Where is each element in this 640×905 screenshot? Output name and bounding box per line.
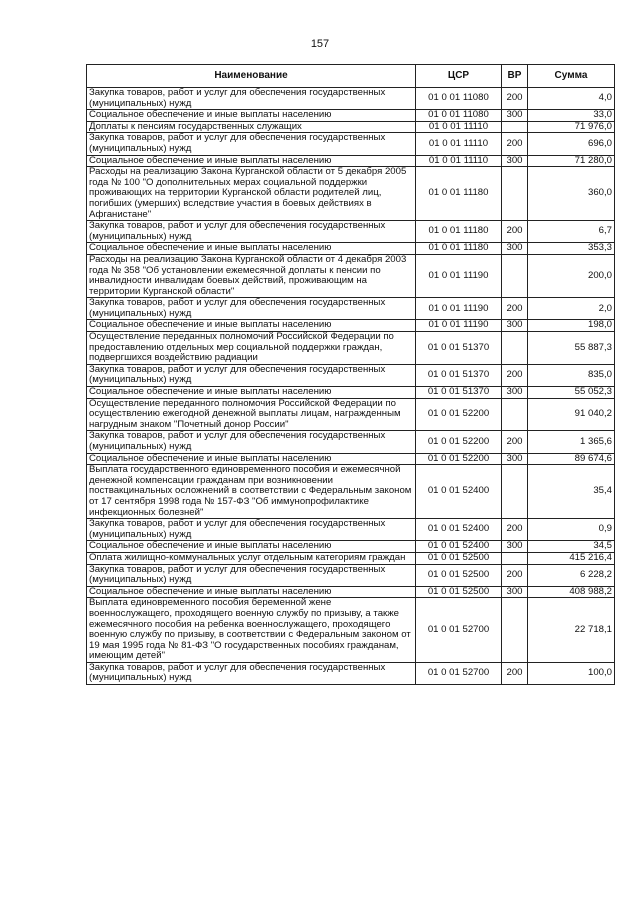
- row-sum-cell: 200,0: [528, 254, 615, 297]
- row-csr-cell: 01 0 01 52500: [416, 586, 502, 598]
- row-csr-cell: 01 0 01 52400: [416, 541, 502, 553]
- row-sum-cell: 4,0: [528, 88, 615, 110]
- row-name-cell: Осуществление переданных полномочий Российской Федерации по предоставлению отдельных мер социальной поддержки граждан, подвергшихся воздействию радиации: [87, 332, 416, 365]
- row-csr-cell: 01 0 01 11180: [416, 243, 502, 255]
- row-csr-cell: 01 0 01 52400: [416, 465, 502, 519]
- row-sum-cell: 33,0: [528, 110, 615, 122]
- row-vr-cell: 200: [502, 564, 528, 586]
- row-vr-cell: 300: [502, 110, 528, 122]
- row-name-cell: Доплаты к пенсиям государственных служащих: [87, 121, 416, 133]
- table-row: [87, 298, 615, 320]
- row-sum-cell: 835,0: [528, 364, 615, 386]
- row-sum-cell: 198,0: [528, 320, 615, 332]
- table-row: [87, 167, 615, 221]
- row-vr-cell: 200: [502, 364, 528, 386]
- table-row: [87, 121, 615, 133]
- row-csr-cell: 01 0 01 11190: [416, 320, 502, 332]
- row-name-cell: Оплата жилищно-коммунальных услуг отдельным категориям граждан: [87, 552, 416, 564]
- row-csr-cell: 01 0 01 11080: [416, 110, 502, 122]
- row-sum-cell: 6 228,2: [528, 564, 615, 586]
- row-vr-cell: 200: [502, 519, 528, 541]
- row-sum-cell: 34,5: [528, 541, 615, 553]
- row-vr-cell: [502, 121, 528, 133]
- row-sum-cell: 360,0: [528, 167, 615, 221]
- header-row: [87, 65, 615, 88]
- row-sum-cell: 71 280,0: [528, 155, 615, 167]
- row-sum-cell: 415 216,4: [528, 552, 615, 564]
- budget-table: [86, 64, 615, 685]
- header-vr: ВР: [502, 65, 528, 88]
- row-csr-cell: 01 0 01 51370: [416, 387, 502, 399]
- row-csr-cell: 01 0 01 51370: [416, 364, 502, 386]
- table-row: [87, 465, 615, 519]
- row-csr-cell: 01 0 01 11110: [416, 121, 502, 133]
- row-sum-cell: 696,0: [528, 133, 615, 155]
- row-name-cell: Социальное обеспечение и иные выплаты населению: [87, 110, 416, 122]
- row-csr-cell: 01 0 01 11180: [416, 167, 502, 221]
- header-sum: Сумма: [528, 65, 615, 88]
- table-row: [87, 254, 615, 297]
- row-sum-cell: 0,9: [528, 519, 615, 541]
- table-row: [87, 586, 615, 598]
- row-vr-cell: 200: [502, 88, 528, 110]
- row-name-cell: Социальное обеспечение и иные выплаты населению: [87, 453, 416, 465]
- row-vr-cell: [502, 465, 528, 519]
- row-vr-cell: [502, 332, 528, 365]
- header-csr: ЦСР: [416, 65, 502, 88]
- row-csr-cell: 01 0 01 51370: [416, 332, 502, 365]
- table-row: [87, 133, 615, 155]
- row-name-cell: Социальное обеспечение и иные выплаты населению: [87, 155, 416, 167]
- row-csr-cell: 01 0 01 52200: [416, 431, 502, 453]
- row-sum-cell: 353,3: [528, 243, 615, 255]
- row-csr-cell: 01 0 01 52700: [416, 598, 502, 663]
- row-vr-cell: [502, 254, 528, 297]
- row-vr-cell: [502, 167, 528, 221]
- row-csr-cell: 01 0 01 11180: [416, 221, 502, 243]
- table-row: [87, 453, 615, 465]
- row-sum-cell: 2,0: [528, 298, 615, 320]
- row-name-cell: Закупка товаров, работ и услуг для обеспечения государственных (муниципальных) нужд: [87, 298, 416, 320]
- row-name-cell: Закупка товаров, работ и услуг для обеспечения государственных (муниципальных) нужд: [87, 519, 416, 541]
- table-row: [87, 221, 615, 243]
- row-vr-cell: [502, 398, 528, 431]
- row-csr-cell: 01 0 01 52700: [416, 662, 502, 684]
- table-row: [87, 541, 615, 553]
- row-csr-cell: 01 0 01 11110: [416, 155, 502, 167]
- table-row: [87, 332, 615, 365]
- row-name-cell: Закупка товаров, работ и услуг для обеспечения государственных (муниципальных) нужд: [87, 564, 416, 586]
- row-sum-cell: 35,4: [528, 465, 615, 519]
- row-vr-cell: 300: [502, 243, 528, 255]
- row-vr-cell: 300: [502, 541, 528, 553]
- row-name-cell: Социальное обеспечение и иные выплаты населению: [87, 541, 416, 553]
- row-vr-cell: 300: [502, 320, 528, 332]
- row-vr-cell: 200: [502, 662, 528, 684]
- row-vr-cell: 200: [502, 133, 528, 155]
- row-name-cell: Расходы на реализацию Закона Курганской области от 4 декабря 2003 года № 358 "Об установлении ежемесячной доплаты к пенсии по инвалидности инвалидам боевых действий, проживающим на территории Курганской области": [87, 254, 416, 297]
- row-sum-cell: 1 365,6: [528, 431, 615, 453]
- table-row: [87, 88, 615, 110]
- row-name-cell: Закупка товаров, работ и услуг для обеспечения государственных (муниципальных) нужд: [87, 221, 416, 243]
- row-csr-cell: 01 0 01 11080: [416, 88, 502, 110]
- row-vr-cell: 300: [502, 155, 528, 167]
- row-name-cell: Осуществление переданного полномочия Российской Федерации по осуществлению ежегодной денежной выплаты лицам, награжденным нагрудным знаком "Почетный донор России": [87, 398, 416, 431]
- row-name-cell: Закупка товаров, работ и услуг для обеспечения государственных (муниципальных) нужд: [87, 662, 416, 684]
- row-name-cell: Выплата государственного единовременного пособия и ежемесячной денежной компенсации гражданам при возникновении поствакцинальных осложнений в соответствии с Федеральным законом от 17 сентября 1998 года № 157-ФЗ "Об иммунопрофилактике инфекционных болезней": [87, 465, 416, 519]
- row-sum-cell: 91 040,2: [528, 398, 615, 431]
- row-sum-cell: 55 887,3: [528, 332, 615, 365]
- table-row: [87, 598, 615, 663]
- table-row: [87, 364, 615, 386]
- table-row: [87, 243, 615, 255]
- row-name-cell: Расходы на реализацию Закона Курганской области от 5 декабря 2005 года № 100 "О дополнительных мерах социальной поддержки проживающих на территории Курганской области родителей лиц, погибших (умерших) вследствие участия в боевых действиях в Афганистане": [87, 167, 416, 221]
- row-csr-cell: 01 0 01 52200: [416, 398, 502, 431]
- row-csr-cell: 01 0 01 52500: [416, 552, 502, 564]
- row-vr-cell: [502, 598, 528, 663]
- table-row: [87, 552, 615, 564]
- table-row: [87, 320, 615, 332]
- row-csr-cell: 01 0 01 11110: [416, 133, 502, 155]
- row-vr-cell: 300: [502, 586, 528, 598]
- row-vr-cell: 200: [502, 298, 528, 320]
- row-vr-cell: 200: [502, 221, 528, 243]
- table-row: [87, 155, 615, 167]
- row-sum-cell: 100,0: [528, 662, 615, 684]
- page-number: 157: [310, 38, 330, 50]
- row-name-cell: Социальное обеспечение и иные выплаты населению: [87, 320, 416, 332]
- row-name-cell: Социальное обеспечение и иные выплаты населению: [87, 243, 416, 255]
- row-vr-cell: 300: [502, 453, 528, 465]
- table-row: [87, 564, 615, 586]
- row-csr-cell: 01 0 01 52400: [416, 519, 502, 541]
- row-sum-cell: 6,7: [528, 221, 615, 243]
- row-name-cell: Выплата единовременного пособия беременной жене военнослужащего, проходящего военную службу по призыву, а также ежемесячного пособия на ребенка военнослужащего, проходящего военную службу по призыву, в соответствии с Федеральным законом от 19 мая 1995 года № 81-ФЗ "О государственных пособиях гражданам, имеющим детей": [87, 598, 416, 663]
- row-sum-cell: 408 988,2: [528, 586, 615, 598]
- row-name-cell: Социальное обеспечение и иные выплаты населению: [87, 387, 416, 399]
- row-sum-cell: 89 674,6: [528, 453, 615, 465]
- table-row: [87, 387, 615, 399]
- row-vr-cell: [502, 552, 528, 564]
- row-name-cell: Закупка товаров, работ и услуг для обеспечения государственных (муниципальных) нужд: [87, 133, 416, 155]
- table-row: [87, 519, 615, 541]
- row-name-cell: Социальное обеспечение и иные выплаты населению: [87, 586, 416, 598]
- row-vr-cell: 200: [502, 431, 528, 453]
- row-name-cell: Закупка товаров, работ и услуг для обеспечения государственных (муниципальных) нужд: [87, 431, 416, 453]
- table-row: [87, 431, 615, 453]
- table-row: [87, 110, 615, 122]
- row-sum-cell: 55 052,3: [528, 387, 615, 399]
- row-csr-cell: 01 0 01 11190: [416, 298, 502, 320]
- table-row: [87, 398, 615, 431]
- row-csr-cell: 01 0 01 52200: [416, 453, 502, 465]
- table-row: [87, 662, 615, 684]
- row-vr-cell: 300: [502, 387, 528, 399]
- row-csr-cell: 01 0 01 11190: [416, 254, 502, 297]
- row-sum-cell: 71 976,0: [528, 121, 615, 133]
- header-name: Наименование: [87, 65, 416, 88]
- row-name-cell: Закупка товаров, работ и услуг для обеспечения государственных (муниципальных) нужд: [87, 364, 416, 386]
- row-sum-cell: 22 718,1: [528, 598, 615, 663]
- row-csr-cell: 01 0 01 52500: [416, 564, 502, 586]
- row-name-cell: Закупка товаров, работ и услуг для обеспечения государственных (муниципальных) нужд: [87, 88, 416, 110]
